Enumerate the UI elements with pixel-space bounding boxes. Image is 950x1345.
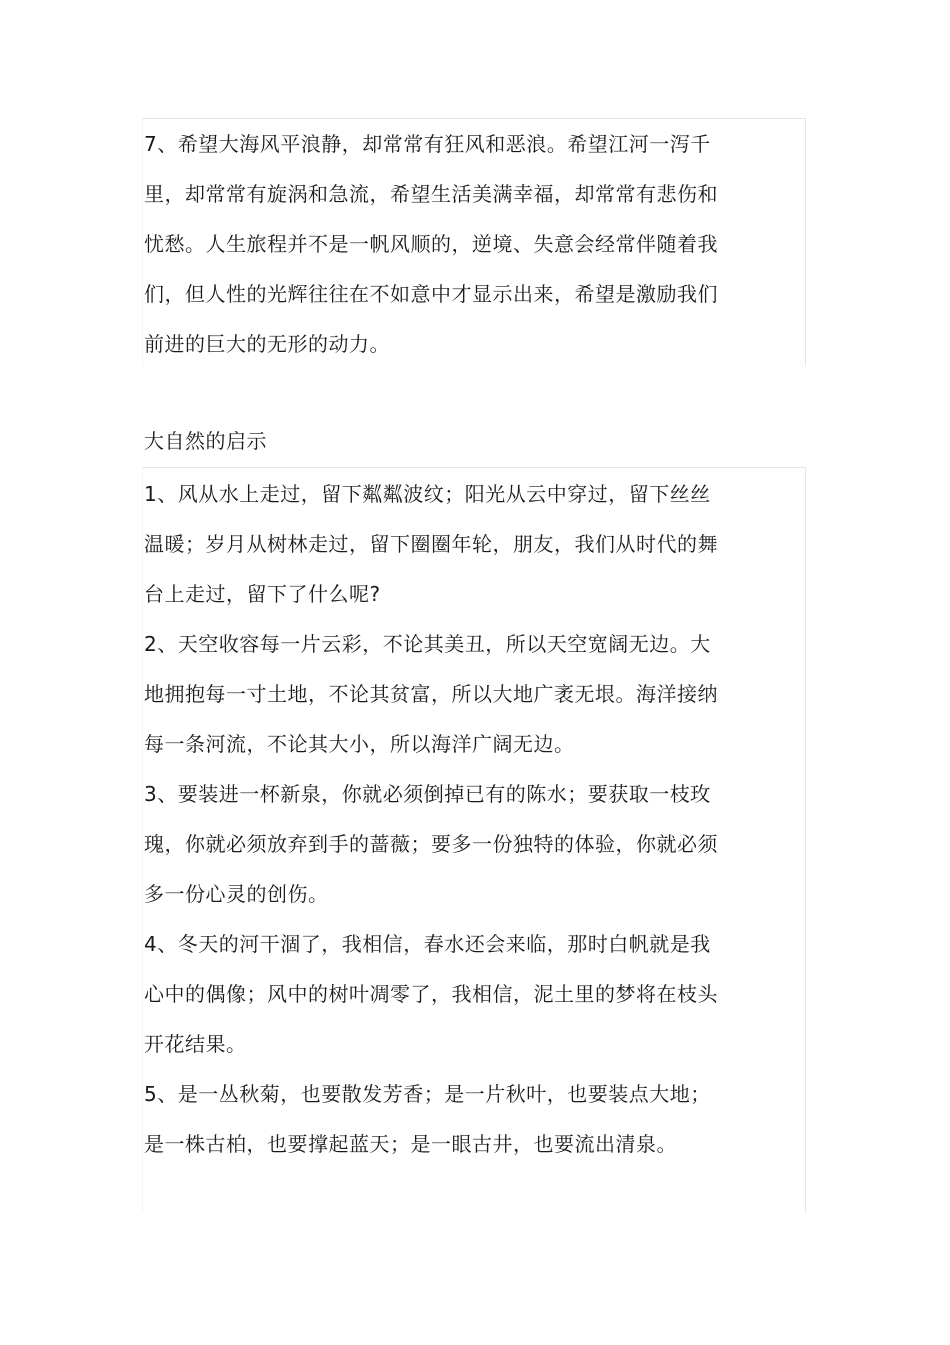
list-item-1 [144, 469, 744, 619]
text-line: 2、天空收容每一片云彩，不论其美丑，所以天空宽阔无边。大 [144, 632, 711, 656]
text-line: 里，却常常有旋涡和急流，希望生活美满幸福，却常常有悲伤和 [144, 182, 718, 206]
paragraph-7 [144, 119, 744, 369]
list-item-2 [144, 619, 744, 769]
section-heading: 大自然的启示 [144, 429, 267, 453]
text-line: 是一株古柏，也要撑起蓝天；是一眼古井，也要流出清泉。 [144, 1132, 677, 1156]
text-line: 4、冬天的河干涸了，我相信，春水还会来临，那时白帆就是我 [144, 932, 711, 956]
text-line: 5、是一丛秋菊，也要散发芳香；是一片秋叶，也要装点大地； [144, 1082, 711, 1106]
text-line: 地拥抱每一寸土地，不论其贫富，所以大地广袤无垠。海洋接纳 [144, 682, 718, 706]
list-item-4 [144, 919, 744, 1069]
text-line: 每一条河流，不论其大小，所以海洋广阔无边。 [144, 732, 575, 756]
text-line: 心中的偶像；风中的树叶凋零了，我相信，泥土里的梦将在枝头 [144, 982, 718, 1006]
text-line: 多一份心灵的创伤。 [144, 882, 329, 906]
text-line: 台上走过，留下了什么呢? [144, 582, 381, 606]
text-line: 7、希望大海风平浪静，却常常有狂风和恶浪。希望江河一泻千 [144, 132, 711, 156]
text-line: 前进的巨大的无形的动力。 [144, 332, 390, 356]
text-line: 们，但人性的光辉往往在不如意中才显示出来，希望是激励我们 [144, 282, 718, 306]
text-line: 3、要装进一杯新泉，你就必须倒掉已有的陈水；要获取一枝玫 [144, 782, 711, 806]
paragraph-list [144, 469, 744, 1169]
list-item-3 [144, 769, 744, 919]
list-item-5 [144, 1069, 744, 1169]
text-line: 开花结果。 [144, 1032, 247, 1056]
text-line: 忧愁。人生旅程并不是一帆风顺的，逆境、失意会经常伴随着我 [144, 232, 718, 256]
text-line: 1、风从水上走过，留下粼粼波纹；阳光从云中穿过，留下丝丝 [144, 482, 711, 506]
text-line: 瑰，你就必须放弃到手的蔷薇；要多一份独特的体验，你就必须 [144, 832, 718, 856]
text-line: 温暖；岁月从树林走过，留下圈圈年轮，朋友，我们从时代的舞 [144, 532, 718, 556]
